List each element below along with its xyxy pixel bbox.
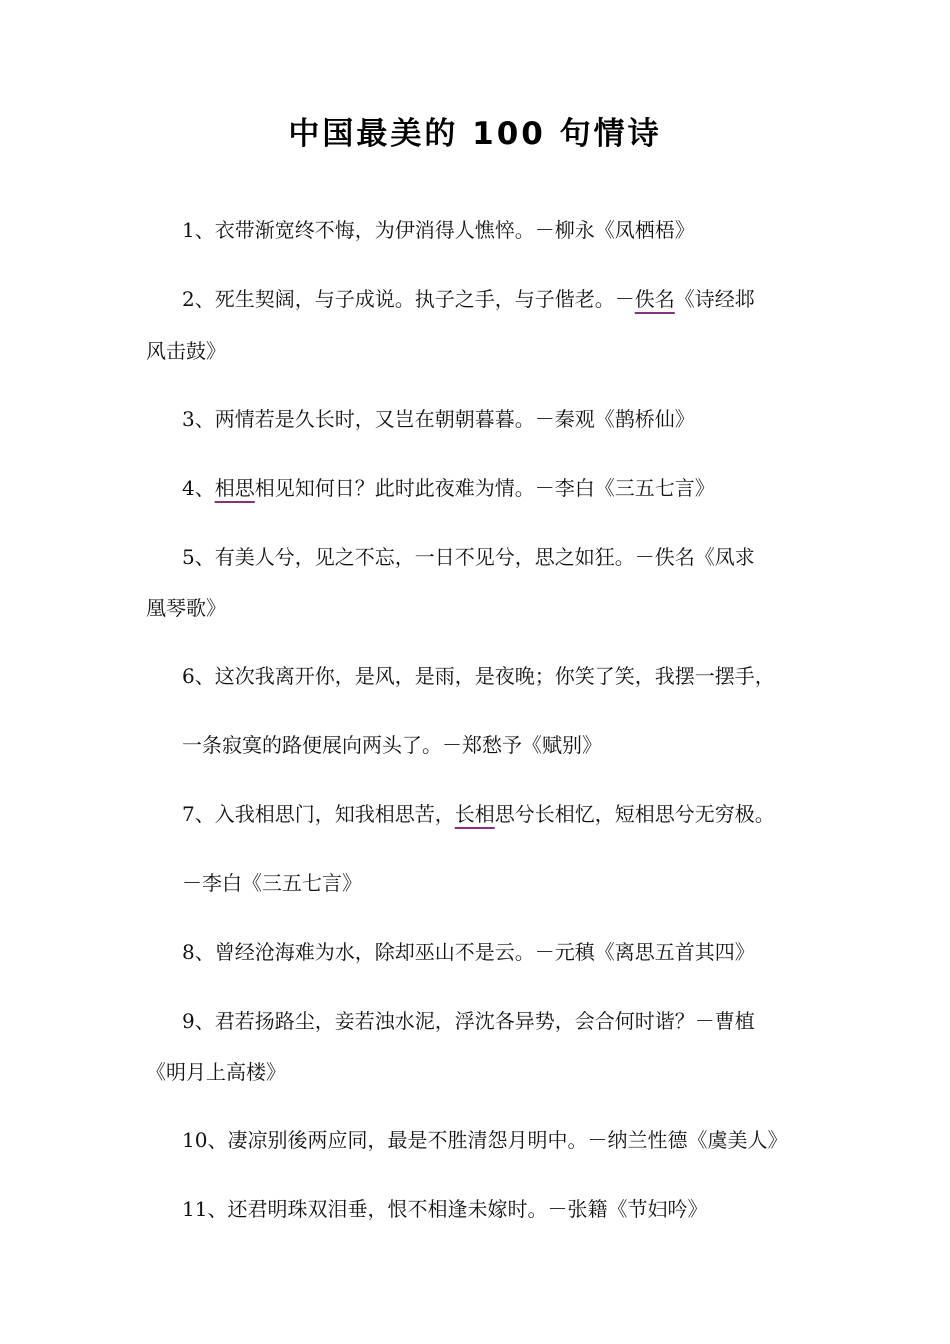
underlined-word: 相思 [214, 476, 255, 500]
poem-line-10: 10、凄凉别後两应同，最是不胜清怨月明中。－纳兰性德《虞美人》 [182, 1128, 788, 1152]
poem-line-5: 5、有美人兮，见之不忘，一日不见兮，思之如狂。－佚名《凤求 [182, 545, 755, 569]
poem-line-9-cont: 《明月上高楼》 [146, 1060, 286, 1084]
poem-line-6-cont: 一条寂寞的路便展向两头了。－郑愁予《赋别》 [182, 733, 602, 757]
poem-line-1: 1、衣带渐宽终不悔，为伊消得人憔悴。－柳永《凤栖梧》 [182, 218, 695, 242]
poem-line-2 [182, 285, 755, 313]
line-text: 7、入我相思门，知我相思苦， [182, 802, 455, 826]
line-text: 思兮长相忆，短相思兮无穷极。 [494, 802, 775, 826]
poem-line-3: 3、两情若是久长时，又岂在朝朝暮暮。－秦观《鹊桥仙》 [182, 407, 695, 431]
line-text: 相见知何日？此时此夜难为情。－李白《三五七言》 [254, 476, 715, 500]
underlined-word: 长相 [454, 802, 495, 826]
poem-line-4 [182, 474, 715, 502]
poem-line-2-cont: 风击鼓》 [146, 339, 226, 363]
line-text: 2、死生契阔，与子成说。执子之手，与子偕老。－ [182, 287, 635, 311]
poem-line-6: 6、这次我离开你，是风，是雨，是夜晚；你笑了笑，我摆一摆手， [182, 664, 775, 688]
line-text: 4、 [182, 476, 215, 500]
poem-line-5-cont: 凰琴歌》 [146, 596, 226, 620]
poem-line-7 [182, 800, 775, 828]
poem-line-11: 11、还君明珠双泪垂，恨不相逢未嫁时。－张籍《节妇吟》 [182, 1197, 708, 1221]
line-text: 《诗经邶 [674, 287, 755, 311]
underlined-word: 佚名 [634, 287, 675, 311]
page-title: 中国最美的 100 句情诗 [288, 116, 662, 152]
poem-line-8: 8、曾经沧海难为水，除却巫山不是云。－元稹《离思五首其四》 [182, 940, 755, 964]
poem-line-7-cont: －李白《三五七言》 [182, 871, 362, 895]
poem-line-9: 9、君若扬路尘，妾若浊水泥，浮沈各异势，会合何时谐？－曹植 [182, 1009, 755, 1033]
